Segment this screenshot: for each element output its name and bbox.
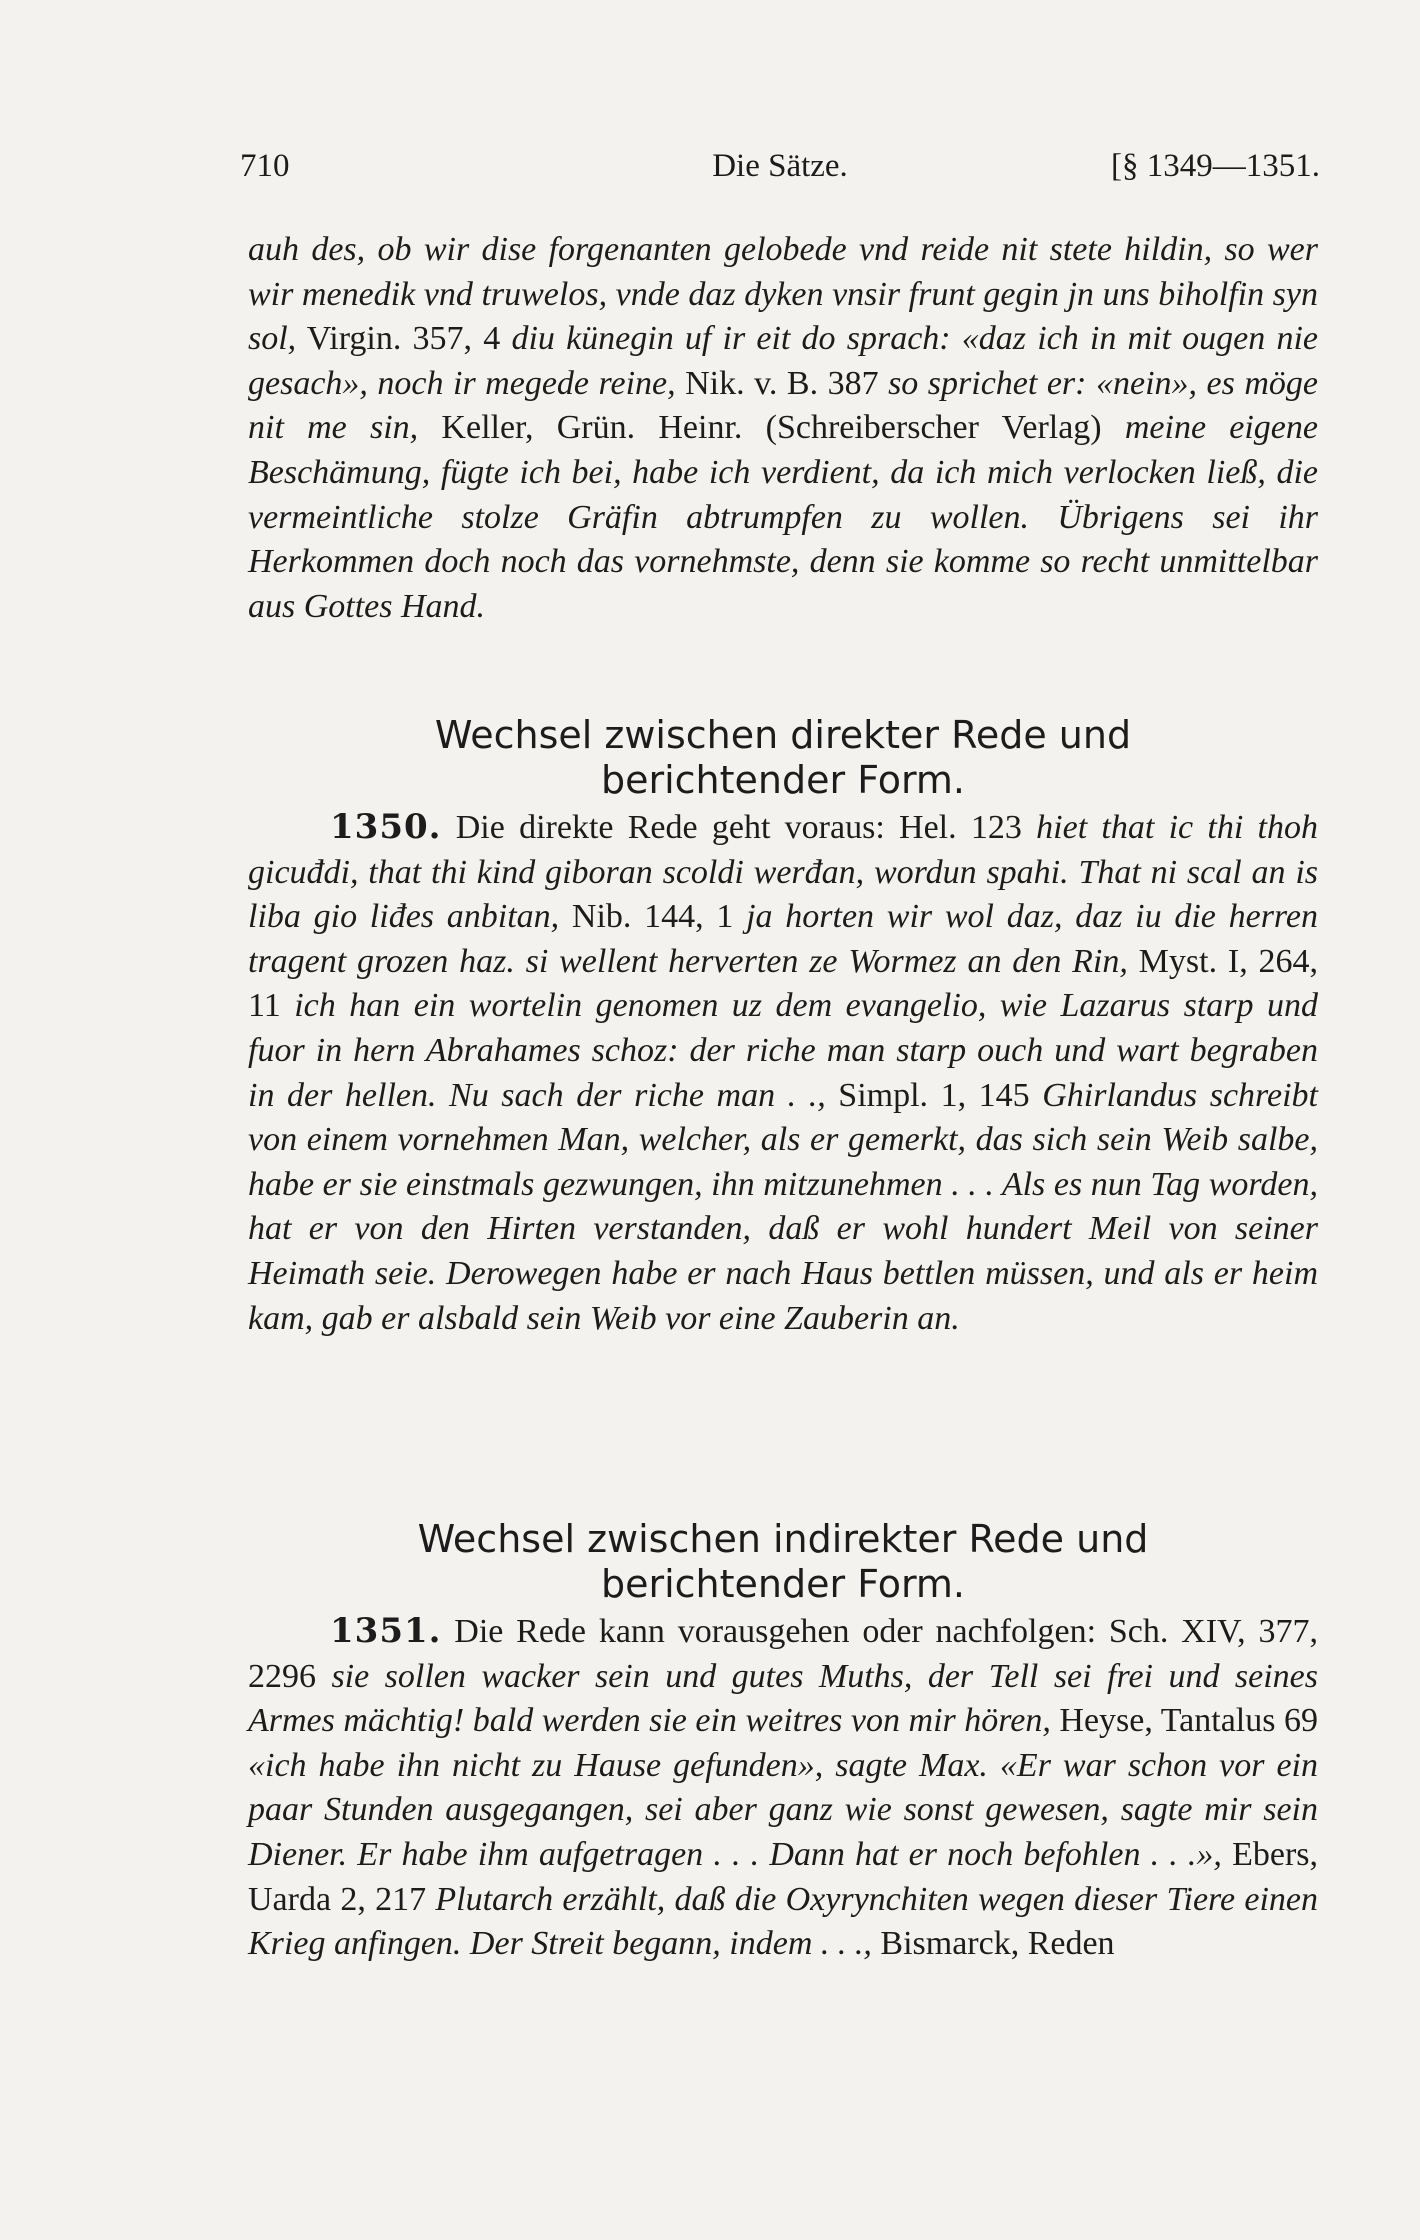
quote-text: ich han ein wortelin genomen uz dem evangelio, wie Lazarus starp und fuor in hern Abrahames schoz: der riche man starp ouch und wart begraben in der hellen. Nu sach der riche man . .,	[248, 987, 1318, 1114]
quote-text: auh des, ob wir dise forgenanten gelobede vnd reide nit stete hildin, so wer wir menedik vnd truwelos, vnde daz dyken vnsir frunt gegin jn uns biholfin syn sol,	[248, 231, 1318, 358]
section-number: 1350.	[330, 807, 442, 847]
quote-text: meine eigene Beschämung, fügte ich bei, habe ich verdient, da ich mich verlocken ließ, die vermeintliche stolze Gräfin abtrumpfen zu wollen. Übrigens sei ihr Herkommen doch noch das vornehmste, denn sie komme so recht unmittelbar aus Gottes Hand.	[248, 409, 1318, 625]
heading-line: Wechsel zwischen indirekter Rede und	[417, 1517, 1149, 1561]
section-range: [§ 1349—1351.	[1111, 148, 1320, 184]
section-number: 1351.	[330, 1611, 442, 1651]
quote-text: «ich habe ihn nicht zu Hause gefunden», sagte Max. «Er war schon vor ein paar Stunden ausgegangen, sei aber ganz wie sonst gewesen, sagte mir sein Diener. Er habe ihm aufgetragen . . . Dann hat er noch befohlen . . .»,	[248, 1746, 1318, 1873]
running-header	[240, 146, 1320, 186]
citation: Virgin. 357, 4	[296, 320, 512, 358]
running-title: Die Sätze.	[712, 148, 848, 184]
section-heading-direct-speech	[248, 713, 1318, 803]
quote-text: diu künegin uf ir eit do sprach: «daz ich in mit ougen nie gesach», noch ir megede reine,	[248, 320, 1318, 402]
quote-text: ja horten wir wol daz, daz iu die herren tragent grozen haz. si wellent herverten ze Wormez an den Rin,	[248, 898, 1318, 980]
paragraph-1350	[248, 805, 1318, 1341]
section-heading-indirect-speech	[248, 1517, 1318, 1607]
citation: Ebers, Uarda 2, 217	[248, 1835, 1318, 1918]
citation: Myst. I, 264, 11	[248, 942, 1318, 1025]
citation: Heyse, Tantalus 69	[1050, 1702, 1318, 1740]
citation: Nik. v. B. 387	[675, 364, 889, 402]
paragraph-1349-continuation	[248, 228, 1318, 629]
citation: Keller, Grün. Heinr. (Schreiberscher Verlag)	[418, 409, 1125, 447]
quote-text: so sprichet er: «nein», es möge nit me sin,	[248, 364, 1318, 447]
heading-line: berichtender Form.	[600, 758, 966, 802]
heading-line: Wechsel zwischen direkter Rede und	[434, 713, 1132, 757]
page-number: 710	[240, 148, 290, 184]
citation: Simpl. 1, 145	[825, 1076, 1043, 1114]
paragraph-1351	[248, 1609, 1318, 1967]
body-text: Die direkte Rede geht voraus: Hel. 123	[441, 809, 1037, 846]
quote-text: sie sollen wacker sein und gutes Muths, der Tell sei frei und seines Armes mächtig! bald werden sie ein weitres von mir hören,	[248, 1657, 1318, 1740]
body-text: Die Rede kann vorausgehen oder nachfolgen: Sch. XIV, 377, 2296	[248, 1613, 1318, 1695]
quote-text: Plutarch erzählt, daß die Oxyrynchiten wegen dieser Tiere einen Krieg anfingen. Der Streit begann, indem . . .,	[248, 1880, 1319, 1963]
citation: Bismarck, Reden	[871, 1925, 1115, 1963]
quote-text: hiet that ic thi thoh gicuđdi, that thi kind giboran scoldi werđan, wordun spahi. That ni scal an is liba gio liđes anbitan,	[248, 809, 1318, 936]
citation: Nib. 144, 1	[559, 898, 747, 936]
quote-text: Ghirlandus schreibt von einem vornehmen Man, welcher, als er gemerkt, das sich sein Weib salbe, habe er sie einstmals gezwungen, ihn mitzunehmen . . . Als es nun Tag worden, hat er von den Hirten verstanden, daß er wohl hundert Meil von seiner Heimath seie. Derowegen habe er nach Haus bettlen müssen, und als er heim kam, gab er alsbald sein Weib vor eine Zauberin an.	[248, 1076, 1319, 1337]
heading-line: berichtender Form.	[600, 1562, 966, 1606]
